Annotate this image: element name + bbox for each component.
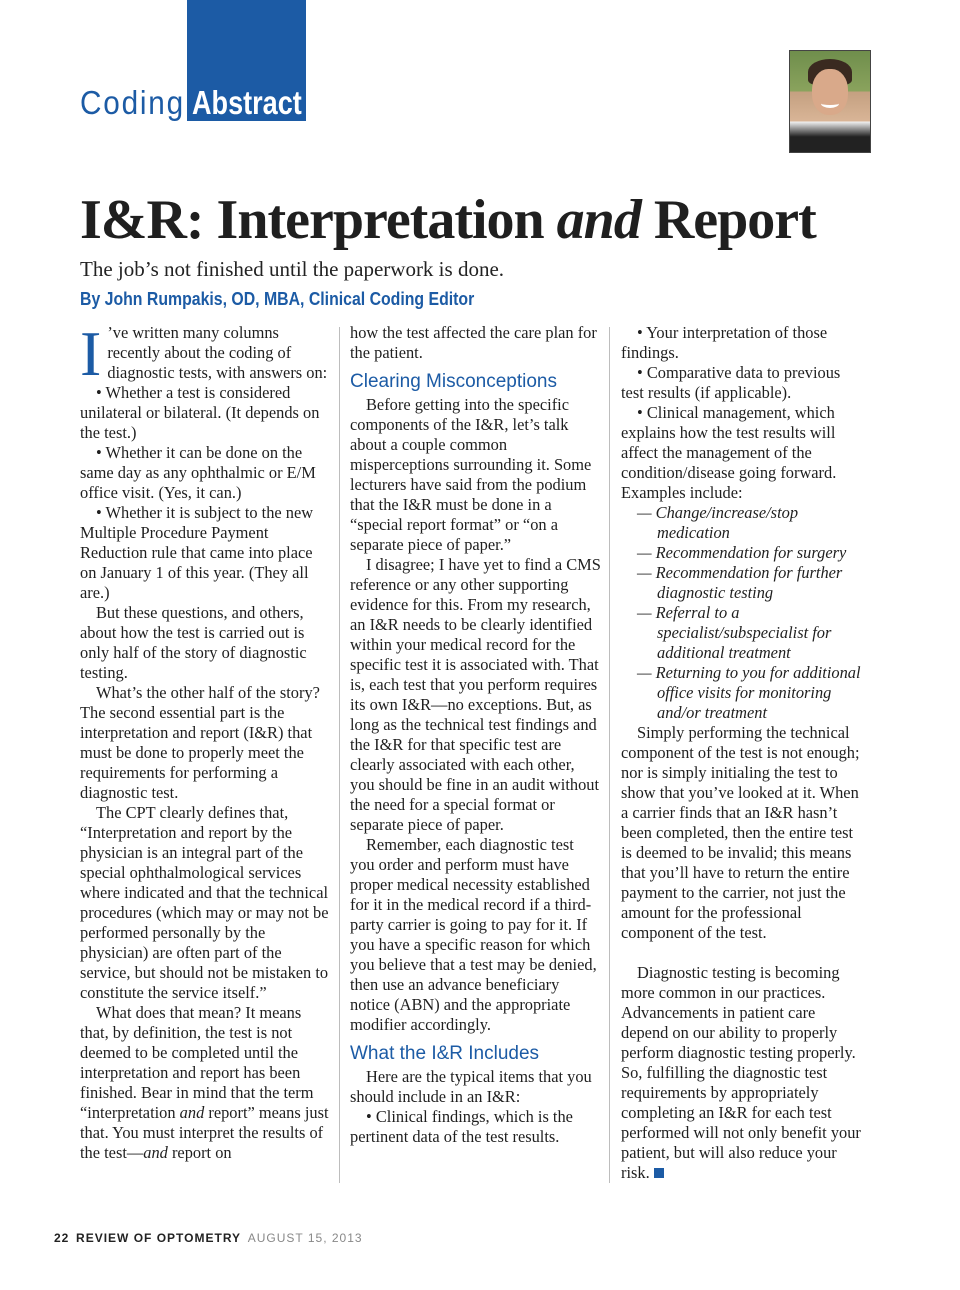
italic-run: and: [143, 1143, 168, 1162]
body-paragraph: Remember, each diagnostic test you order and perform must have proper medical necessity established for it in the medical record if a third-party carrier is going to pay for it. If you have a specific reason for which you believe that a test may be denied, then use an advance beneficiary notice (ABN) and the appropriate modifier accordingly.: [350, 835, 597, 1034]
body-paragraph: I disagree; I have yet to find a CMS reference or any other supporting evidence for this. From my research, an I&R needs to be clearly identified within your medical record for the specific test it is associated with. That is, each test that you perform requires its own I&R—no exceptions. But, as long as the technical test findings and the I&R for that specific test are clearly associated with each other, you should be fine in an audit without the need for a special format or separate piece of paper.: [350, 555, 601, 834]
intro-paragraph: [80, 318, 332, 389]
bullet-item: • Clinical management, which explains how the test results will affect the management of the condition/disease going forward. Examples include:: [621, 403, 837, 502]
body-paragraph: What’s the other half of the story? The second essential part is the interpretation and report (I&R) that must be done to properly meet the requirements for performing a diagnostic test.: [80, 683, 320, 802]
text-run: report” means just that. You must interpret the results of the test—: [80, 1103, 329, 1162]
subhead-clearing-misconceptions: Clearing Misconceptions: [350, 371, 557, 392]
column-3: [621, 323, 865, 1183]
intro-text: ’ve written many columns recently about the coding of diagnostic tests, with answers on:: [107, 323, 328, 382]
column-2: [350, 323, 602, 1147]
closing-paragraph: [621, 963, 865, 1183]
title-italic: and: [556, 189, 641, 251]
example-item: — Referral to a specialist/subspecialist for additional treatment: [637, 603, 832, 662]
article-deck: The job’s not finished until the paperwork is done.: [80, 257, 505, 281]
example-item: — Recommendation for surgery: [637, 543, 847, 562]
magazine-name: REVIEW OF OPTOMETRY: [76, 1231, 242, 1245]
example-item: — Change/increase/stop medication: [637, 503, 799, 542]
italic-run: and: [179, 1103, 205, 1122]
department-label: [80, 84, 302, 124]
end-mark-icon: [654, 1168, 664, 1178]
bullet-item: • Comparative data to previous test results (if applicable).: [621, 363, 841, 402]
body-paragraph: how the test affected the care plan for the patient.: [350, 323, 597, 362]
article-byline: By John Rumpakis, OD, MBA, Clinical Coding Editor: [80, 289, 475, 309]
text-run: What does that mean? It means that, by definition, the test is not deemed to be completed until the interpretation and report has been finished. Bear in mind that the term “interpretation: [80, 1003, 314, 1122]
column-1: [80, 318, 332, 1163]
subhead-what-ir-includes: What the I&R Includes: [350, 1043, 540, 1064]
article-title: [80, 188, 900, 252]
body-paragraph: But these questions, and others, about how the test is carried out is only half of the story of diagnostic testing.: [80, 603, 307, 682]
body-paragraph: [80, 1003, 332, 1163]
example-item: — Returning to you for additional office visits for monitoring and/or treatment: [637, 663, 861, 722]
title-part2: Report: [640, 189, 816, 251]
closing-text: Diagnostic testing is becoming more common in our practices. Advancements in patient care depend on our ability to properly perform diagnostic testing properly. So, fulfilling the diagnostic test requirements by appropriately completing an I&R for each test performed will not only benefit your patient, but will also reduce your risk.: [621, 963, 861, 1182]
body-paragraph: The CPT clearly defines that, “Interpretation and report by the physician is an integral part of the special ophthalmological services where indicated and that the technical procedures (which may or may not be performed personally by the physician) are often part of the service, but should not be mistaken to constitute the service itself.”: [80, 803, 329, 1002]
page-footer: [54, 1231, 363, 1245]
author-photo: [789, 50, 871, 153]
title-part1: I&R: Interpretation: [80, 189, 557, 251]
issue-date: AUGUST 15, 2013: [247, 1231, 363, 1245]
page-number: 22: [54, 1231, 70, 1245]
column-divider: [339, 327, 340, 1183]
body-paragraph: Here are the typical items that you should include in an I&R:: [350, 1067, 592, 1106]
bullet-item: • Your interpretation of those findings.: [621, 323, 828, 362]
bullet-item: • Clinical findings, which is the pertinent data of the test results.: [350, 1107, 573, 1146]
bullet-item: • Whether a test is considered unilateral or bilateral. (It depends on the test.): [80, 383, 320, 442]
bullet-item: • Whether it can be done on the same day as any ophthalmic or E/M office visit. (Yes, it can.): [80, 443, 316, 502]
body-paragraph: Before getting into the specific components of the I&R, let’s talk about a couple common misperceptions surrounding it. Some lecturers have said from the podium that the I&R must be done in a “special report format” or “on a separate piece of paper.”: [350, 395, 592, 554]
body-paragraph: Simply performing the technical component of the test is not enough; nor is simply initialing the test to show that you’ve looked at it. When a carrier finds that an I&R hasn’t been completed, then the entire test is deemed to be invalid; this means that you’ll have to return the entire payment to the carrier, not just the amount for the professional component of the test.: [621, 723, 860, 942]
example-item: — Recommendation for further diagnostic testing: [637, 563, 843, 602]
column-divider: [609, 327, 610, 1183]
bullet-item: • Whether it is subject to the new Multiple Procedure Payment Reduction rule that came into place on January 1 of this year. (They all are.): [80, 503, 314, 602]
drop-cap: I: [80, 318, 102, 389]
department-word-abstract: Abstract: [192, 84, 302, 121]
department-word-coding: Coding: [80, 84, 185, 121]
text-run: report on: [167, 1143, 232, 1162]
